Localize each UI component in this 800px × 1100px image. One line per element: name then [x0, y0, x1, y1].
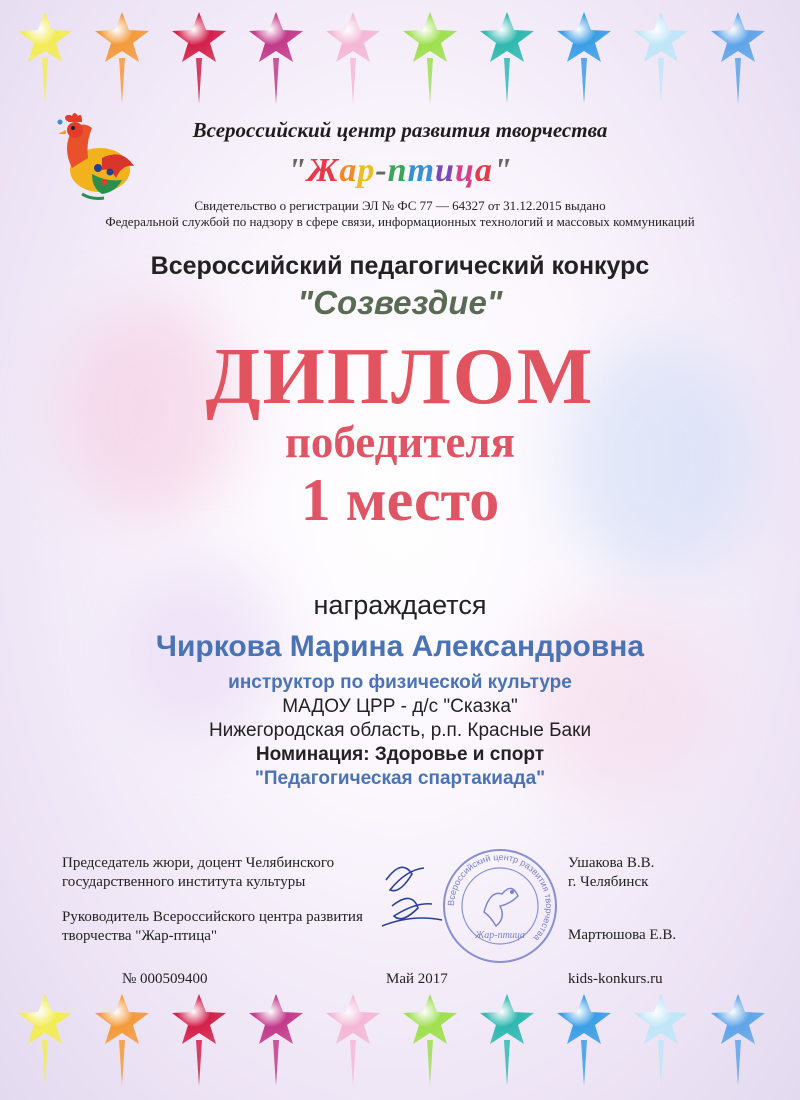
star-lamp-icon [399, 8, 461, 108]
website: kids-konkurs.ru [568, 971, 663, 987]
top-stars-border [0, 8, 800, 108]
awarded-label: награждается [313, 590, 487, 620]
jury-chair-city: г. Челябинск [568, 874, 649, 890]
brand-letter: " [287, 152, 308, 189]
brand-title [60, 152, 740, 190]
brand-letter: а [339, 152, 358, 189]
jury-chair-name [568, 854, 654, 892]
registration-line-1: Свидетельство о регистрации ЭЛ № ФС 77 — 64327 от 31.12.2015 выдано [194, 198, 606, 213]
diploma-subtitle: победителя [284, 417, 516, 467]
star-lamp-icon [322, 990, 384, 1090]
jury-chair-title: Председатель жюри, доцент Челябинского государственного института культуры [62, 855, 335, 890]
star-lamp-icon [630, 8, 692, 108]
center-head-title: Руководитель Всероссийского центра развития творчества "Жар-птица" [62, 909, 363, 944]
place-label: 1 место [300, 467, 500, 533]
star-lamp-icon [245, 990, 307, 1090]
star-lamp-icon [399, 990, 461, 1090]
diploma-title: ДИПЛОМ [205, 333, 595, 421]
brand-letter: а [474, 152, 493, 189]
svg-text:Всероссийский центр развития т: Всероссийский центр развития творчества [445, 851, 555, 944]
star-lamp-icon [476, 8, 538, 108]
brand-letter: и [435, 152, 455, 189]
nomination-label: Номинация: Здоровье и спорт [255, 744, 545, 765]
star-lamp-icon [168, 990, 230, 1090]
star-lamp-icon [14, 990, 76, 1090]
svg-text:Жар-птица: Жар-птица [475, 930, 525, 941]
recipient-region: Нижегородская область, р.п. Красные Баки [208, 720, 592, 741]
diploma-number: № 000509400 [122, 971, 208, 987]
registration-line-2: Федеральной службой по надзору в сфере связи, информационных технологий и массовых коммуникаций [105, 214, 695, 229]
brand-letter: ц [454, 152, 475, 189]
contest-name: "Созвездие" [297, 284, 503, 321]
bottom-stars-border [0, 990, 800, 1090]
star-lamp-icon [630, 990, 692, 1090]
star-lamp-icon [91, 990, 153, 1090]
brand-letter: " [492, 152, 513, 189]
star-lamp-icon [476, 990, 538, 1090]
star-lamp-icon [553, 990, 615, 1090]
brand-letter: р [357, 152, 376, 189]
round-seal-icon [440, 846, 560, 966]
org-title: Всероссийский центр развития творчества [192, 118, 608, 142]
recipient-position: инструктор по физической культуре [228, 672, 572, 693]
brand-letter: - [375, 152, 388, 189]
star-lamp-icon [322, 8, 384, 108]
diploma-date: Май 2017 [386, 971, 448, 987]
work-title: "Педагогическая спартакиада" [254, 768, 546, 789]
brand-letter: п [387, 152, 408, 189]
star-lamp-icon [168, 8, 230, 108]
brand-letter: т [407, 152, 436, 189]
star-lamp-icon [707, 990, 769, 1090]
star-lamp-icon [245, 8, 307, 108]
contest-title: Всероссийский педагогический конкурс [150, 252, 650, 280]
recipient-organization: МАДОУ ЦРР - д/с "Сказка" [282, 696, 518, 717]
brand-letter: Ж [307, 152, 340, 189]
recipient-name: Чиркова Марина Александровна [155, 630, 645, 663]
jury-chair-name-text: Ушакова В.В. [568, 855, 655, 871]
star-lamp-icon [707, 8, 769, 108]
star-lamp-icon [91, 8, 153, 108]
star-lamp-icon [553, 8, 615, 108]
center-head-name: Мартюшова Е.В. [568, 927, 677, 943]
star-lamp-icon [14, 8, 76, 108]
